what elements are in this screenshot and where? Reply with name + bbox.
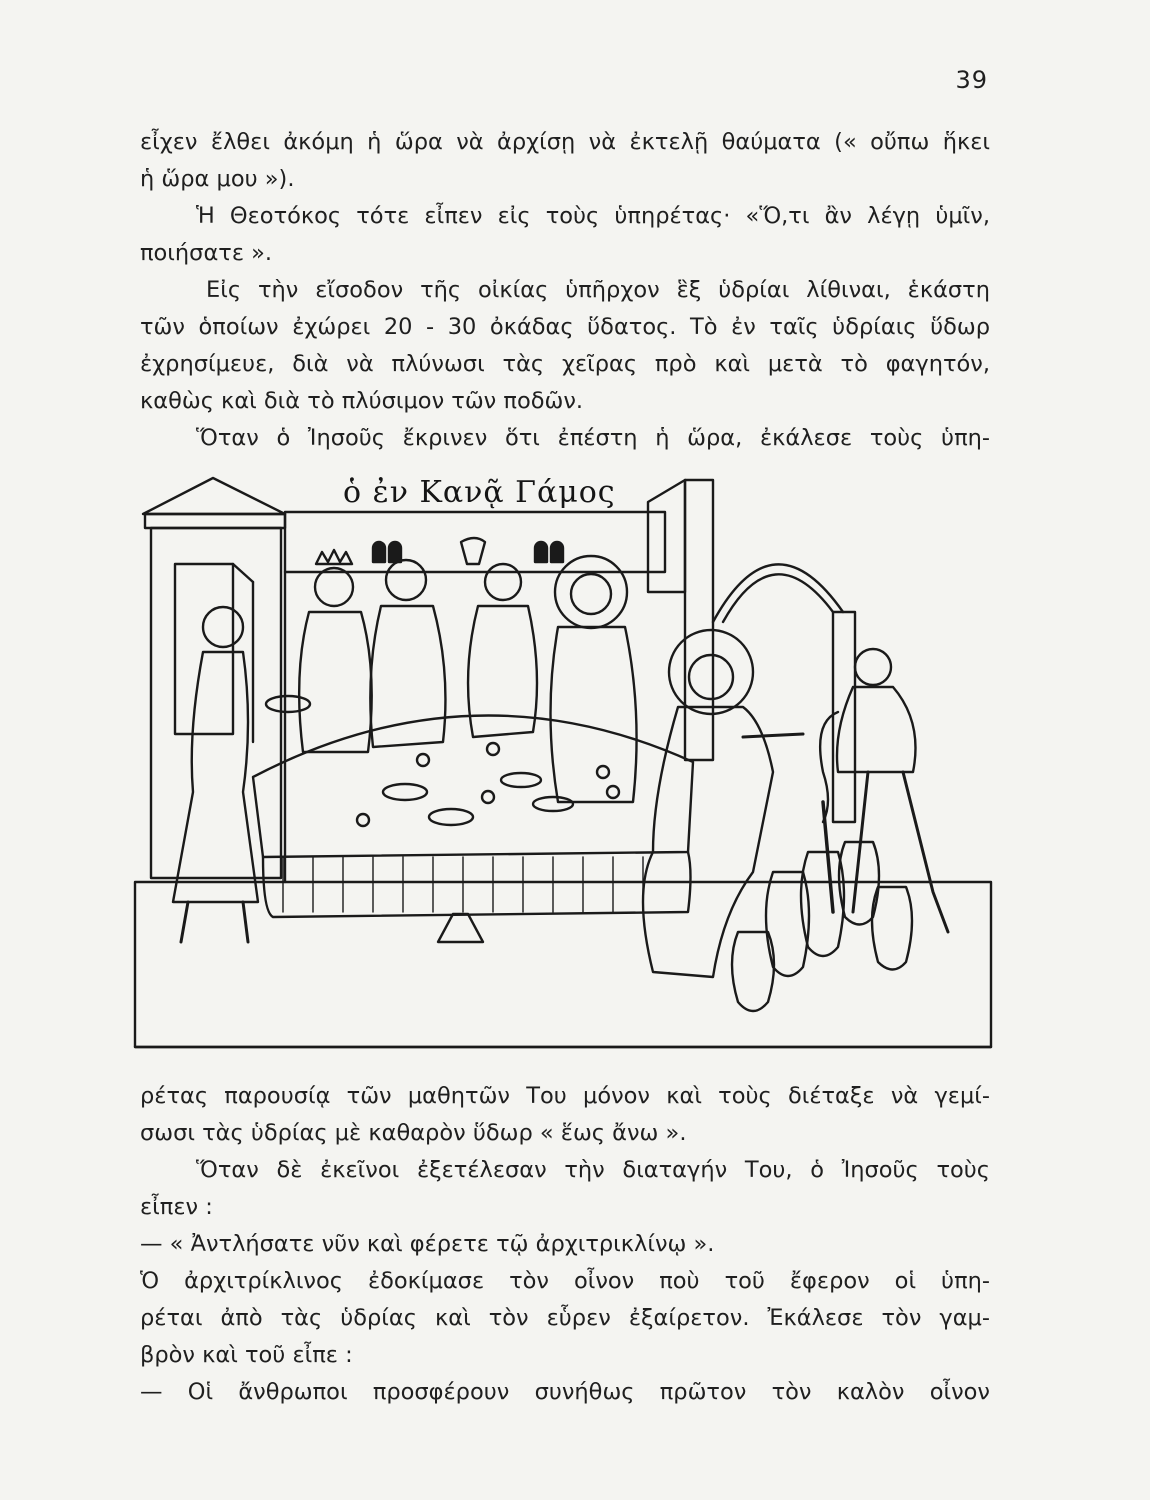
top-text-block xyxy=(140,124,990,457)
text-line: — « Ἀντλήσατε νῦν καὶ φέρετε τῷ ἀρχιτρικλίνῳ ». xyxy=(140,1231,715,1257)
text-line: ρέται ἀπὸ τὰς ὑδρίας καὶ τὸν εὗρεν ἐξαίρετον. Ἐκάλεσε τὸν γαμ- xyxy=(140,1305,990,1331)
text-line: καθὼς καὶ διὰ τὸ πλύσιμον τῶν ποδῶν. xyxy=(140,388,584,414)
text-line: ποιήσατε ». xyxy=(140,240,273,266)
text-line: Εἰς τὴν εἴσοδον τῆς οἰκίας ὑπῆρχον ἓξ ὑδρίαι λίθιναι, ἑκάστη xyxy=(206,277,990,303)
text-line: Ὅταν ὁ Ἰησοῦς ἔκρινεν ὅτι ἐπέστη ἡ ὥρα, ἐκάλεσε τοὺς ὑπη- xyxy=(196,425,990,451)
groom-head xyxy=(386,560,426,600)
figure-caption: ὁ ἐν Κανᾷ Γάμος xyxy=(343,475,616,510)
groom-robe xyxy=(370,606,445,747)
text-line: εἶπεν : xyxy=(140,1194,213,1220)
servant-left-robe xyxy=(173,652,258,902)
pediment xyxy=(143,478,285,514)
text-line: τῶν ὁποίων ἐχώρει 20 - 30 ὀκάδας ὕδατος. Τὸ ἐν ταῖς ὑδρίαις ὕδωρ xyxy=(140,314,990,340)
theotokos-head xyxy=(571,574,611,614)
text-line: Ὁ ἀρχιτρίκλινος ἐδοκίμασε τὸν οἶνον ποὺ τοῦ ἔφερον οἱ ὑπη- xyxy=(140,1268,990,1294)
raised-cup xyxy=(461,538,485,564)
wedding-at-cana-illustration xyxy=(133,472,993,1052)
bride-robe xyxy=(299,612,372,752)
text-line: σωσι τὰς ὑδρίας μὲ καθαρὸν ὕδωρ « ἕως ἄνω ». xyxy=(140,1120,687,1146)
text-line: εἶχεν ἔλθει ἀκόμη ἡ ὥρα νὰ ἀρχίσῃ νὰ ἐκτελῇ θαύματα (« οὔπω ἥκει xyxy=(140,129,990,155)
plate xyxy=(266,696,310,712)
text-line: βρὸν καὶ τοῦ εἶπε : xyxy=(140,1342,353,1368)
text-line: Ὅταν δὲ ἐκεῖνοι ἐξετέλεσαν τὴν διαταγήν Του, ὁ Ἰησοῦς τοὺς xyxy=(196,1157,990,1183)
text-line: ρέτας παρουσίᾳ τῶν μαθητῶν Του μόνον καὶ τοὺς διέταξε νὰ γεμί- xyxy=(140,1083,990,1109)
servant-left-head xyxy=(203,607,243,647)
christ-robe xyxy=(643,707,773,977)
text-line: — Οἱ ἄνθρωποι προσφέρουν συνήθως πρῶτον τὸν καλὸν οἶνον xyxy=(140,1379,990,1405)
theotokos-halo xyxy=(555,556,627,628)
bride-head xyxy=(315,568,353,606)
guest-head xyxy=(485,564,521,600)
table-stand xyxy=(438,914,483,942)
servant-right-head xyxy=(855,649,891,685)
text-line: Ἡ Θεοτόκος τότε εἶπεν εἰς τοὺς ὑπηρέτας· «Ὅ,τι ἂν λέγῃ ὑμῖν, xyxy=(196,203,990,229)
illustration-svg xyxy=(133,472,993,1052)
text-line: ἡ ὥρα μου »). xyxy=(140,166,295,192)
frame-base xyxy=(135,882,991,1047)
christ-head xyxy=(689,655,733,699)
servant-right-tunic xyxy=(837,687,916,772)
page-number: 39 xyxy=(955,66,988,94)
christ-halo xyxy=(669,630,753,714)
text-line: ἐχρησίμευε, διὰ νὰ πλύνωσι τὰς χεῖρας πρὸ καὶ μετὰ τὸ φαγητόν, xyxy=(140,351,990,377)
crown xyxy=(316,550,352,564)
bottom-text-block xyxy=(140,1078,990,1411)
doorway xyxy=(175,564,233,734)
theotokos-robe xyxy=(551,627,637,802)
